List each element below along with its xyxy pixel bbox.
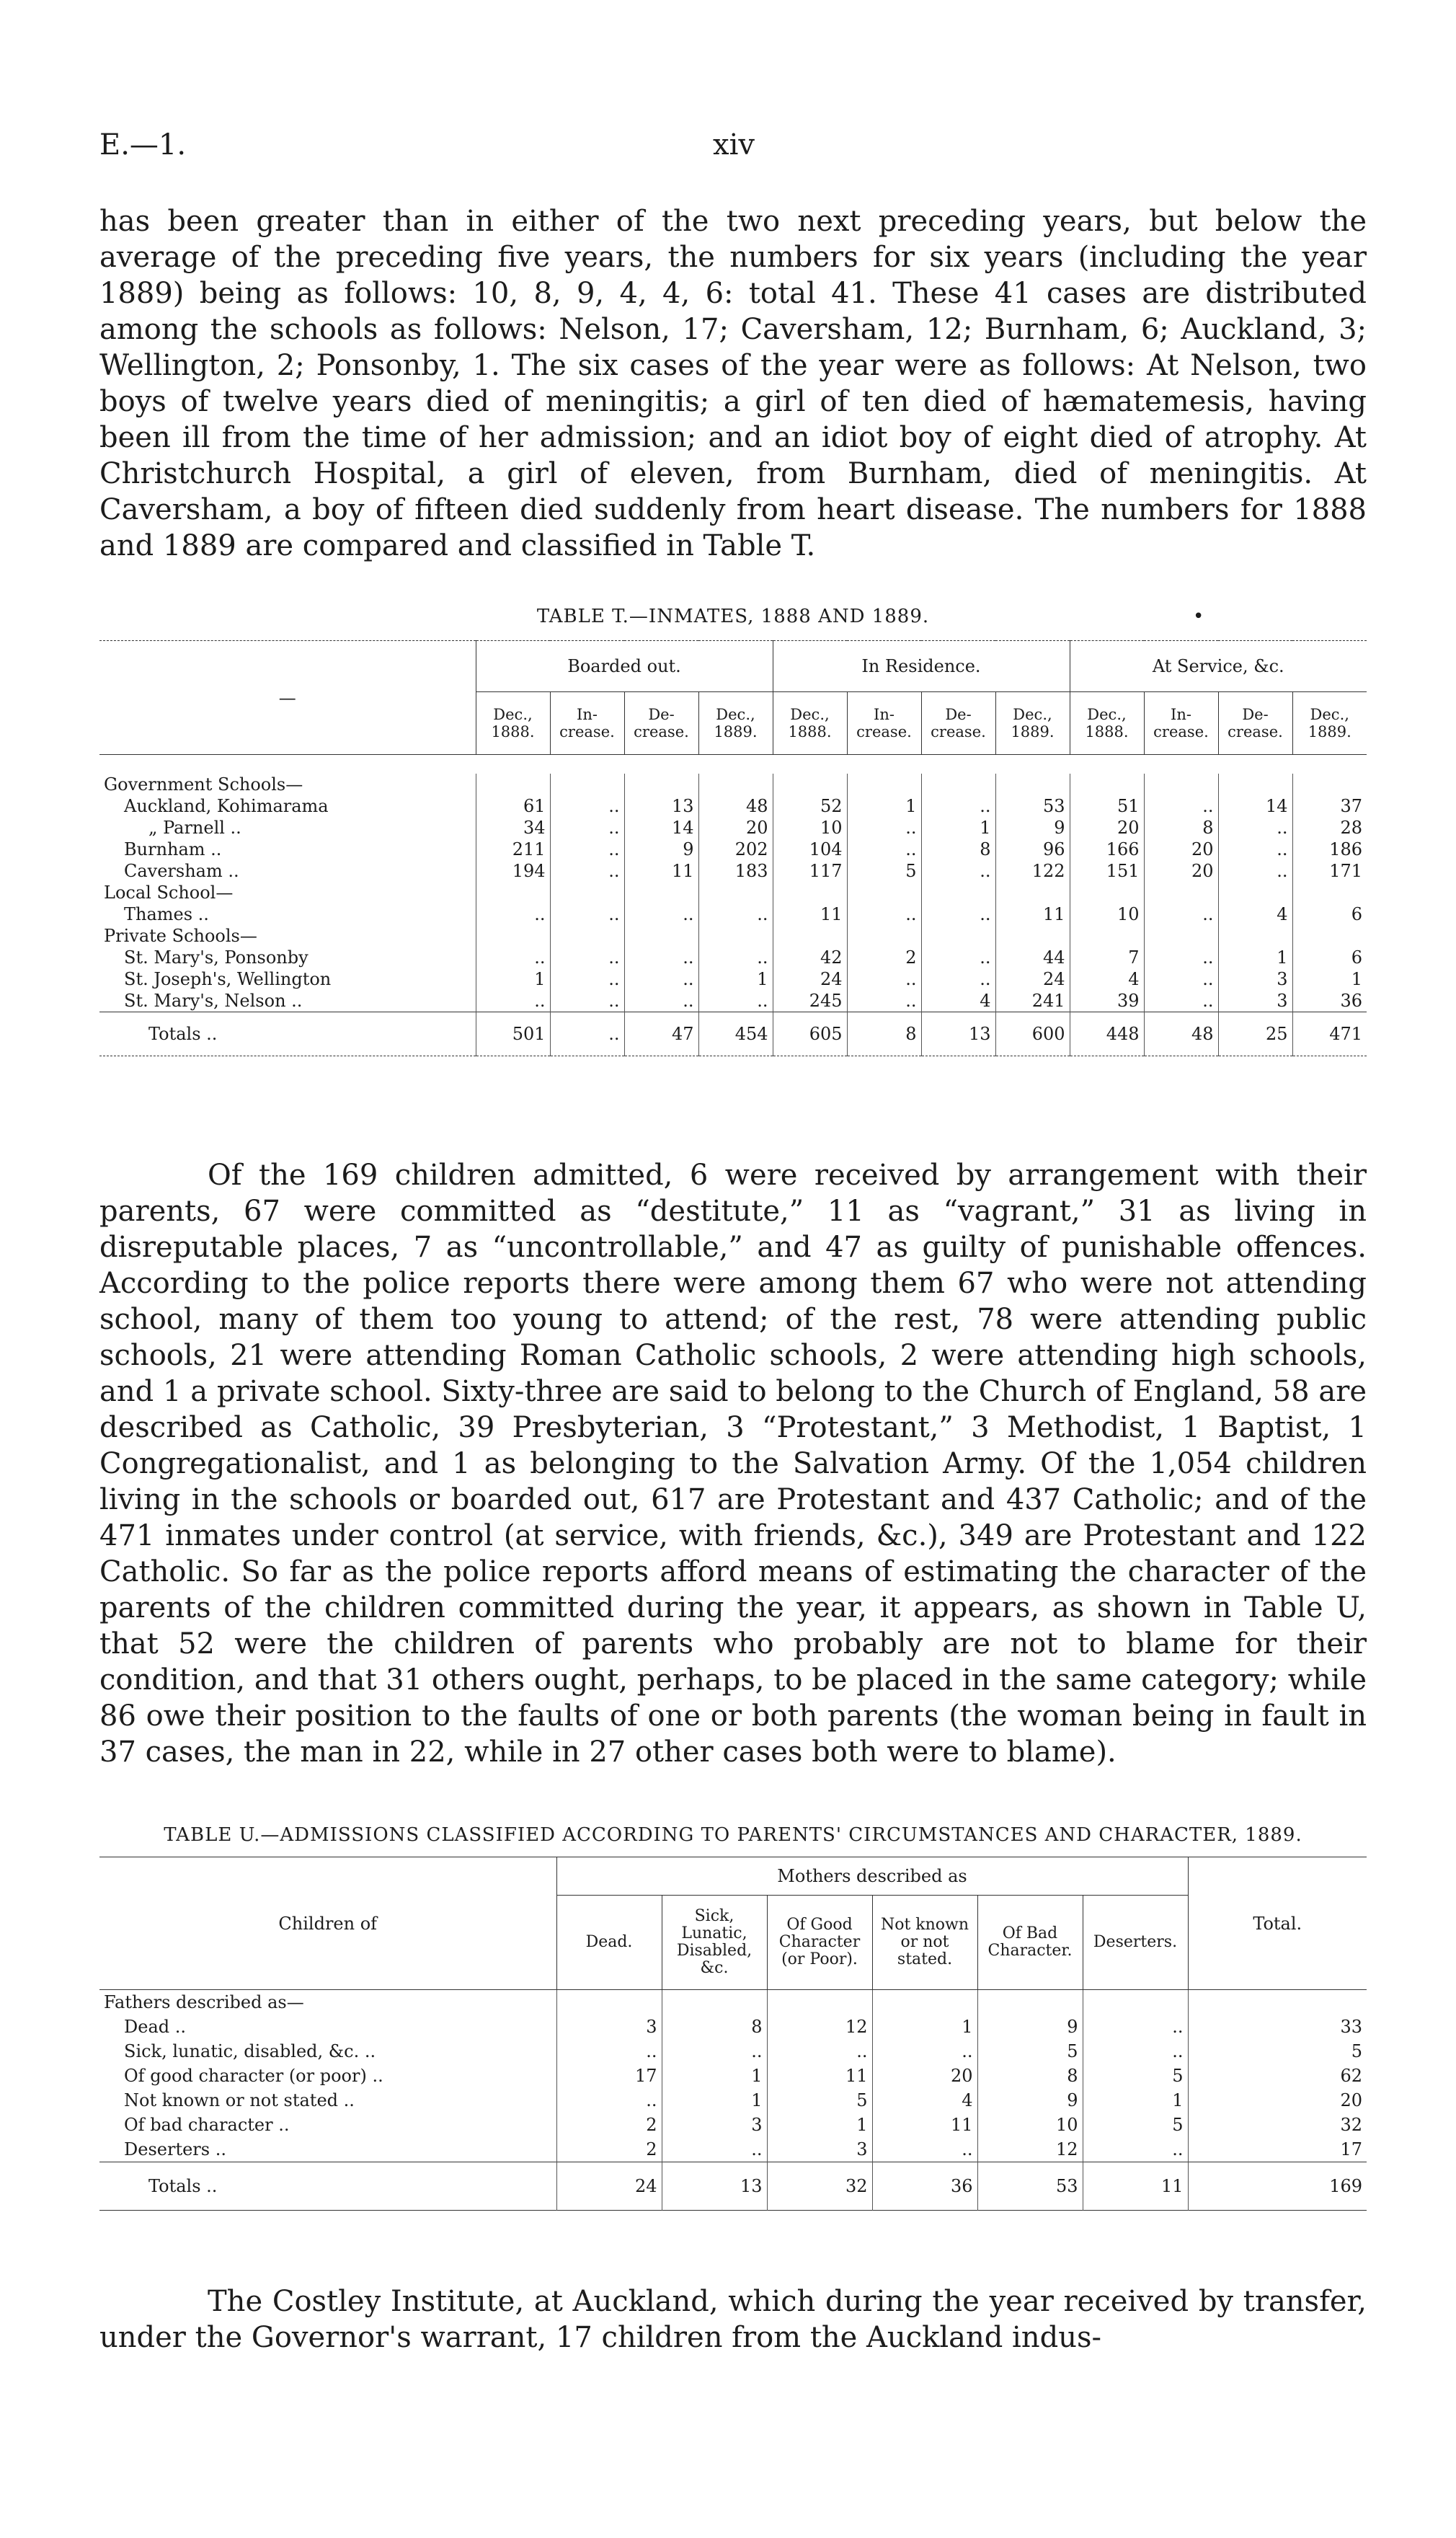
empty-cell — [921, 925, 995, 947]
table-cell: 61 — [476, 795, 550, 817]
table-cell: .. — [1083, 2137, 1188, 2162]
table-cell: 5 — [1188, 2039, 1367, 2064]
empty-cell — [1218, 882, 1292, 903]
table-cell: 9 — [624, 839, 698, 860]
table-cell: 44 — [995, 947, 1070, 968]
table-cell: .. — [921, 860, 995, 882]
table-cell: 5 — [977, 2039, 1083, 2064]
table-cell: 5 — [767, 2088, 872, 2113]
table-cell: 5 — [847, 860, 921, 882]
table-cell: .. — [550, 860, 624, 882]
table-cell: 11 — [767, 2064, 872, 2088]
table-cell: .. — [1218, 860, 1292, 882]
table-row — [99, 795, 1367, 817]
total-cell: 47 — [624, 1012, 698, 1056]
table-cell: 211 — [476, 839, 550, 860]
empty-cell — [698, 882, 773, 903]
empty-cell — [662, 1990, 767, 2015]
table-cell: 28 — [1292, 817, 1367, 839]
table-cell: .. — [872, 2039, 977, 2064]
table-cell: 7 — [1070, 947, 1144, 968]
tableU-column-header: Of Bad Character. — [977, 1896, 1083, 1990]
table-cell: .. — [1218, 839, 1292, 860]
table-cell: .. — [1144, 903, 1218, 925]
empty-cell — [1292, 882, 1367, 903]
empty-cell — [1144, 774, 1218, 795]
table-u-caption: TABLE U.—ADMISSIONS CLASSIFIED ACCORDING TO PARENTS' CIRCUMSTANCES AND CHARACTER, 1889. — [164, 1824, 1302, 1846]
empty-cell — [977, 1990, 1083, 2015]
page-number: xiv — [713, 128, 755, 162]
totals-label: Totals .. — [99, 2162, 556, 2211]
tableT-column-header: Dec., 1889. — [1292, 692, 1367, 755]
table-cell: 20 — [1188, 2088, 1367, 2113]
table-cell: 8 — [977, 2064, 1083, 2088]
empty-cell — [773, 774, 847, 795]
table-cell: 1 — [1218, 947, 1292, 968]
tableT-column-header: De-crease. — [624, 692, 698, 755]
row-label: Local School— — [104, 883, 234, 903]
empty-cell — [624, 882, 698, 903]
table-cell: 33 — [1188, 2015, 1367, 2039]
table-row — [99, 839, 1367, 860]
row-label: Caversham .. — [124, 861, 239, 881]
table-cell: 39 — [1070, 990, 1144, 1012]
table-cell: .. — [550, 947, 624, 968]
table-cell: 9 — [995, 817, 1070, 839]
empty-cell — [624, 774, 698, 795]
table-cell: 1 — [662, 2064, 767, 2088]
table-cell: 8 — [1144, 817, 1218, 839]
tableU-column-header: Sick, Lunatic, Disabled, &c. — [662, 1896, 767, 1990]
empty-cell — [1188, 1990, 1367, 2015]
document-reference: E.—1. — [99, 128, 187, 162]
table-u-group-header: Mothers described as — [556, 1857, 1188, 1896]
table-cell: 245 — [773, 990, 847, 1012]
table-cell: .. — [921, 947, 995, 968]
row-label: St. Mary's, Ponsonby — [124, 947, 308, 968]
table-cell: 202 — [698, 839, 773, 860]
table-cell: 5 — [1083, 2113, 1188, 2137]
empty-cell — [1292, 774, 1367, 795]
row-label: Of good character (or poor) .. — [124, 2066, 383, 2086]
table-row — [99, 1990, 1367, 2015]
table-cell: 20 — [698, 817, 773, 839]
table-cell: .. — [847, 968, 921, 990]
table-cell: 186 — [1292, 839, 1367, 860]
row-label: Not known or not stated .. — [124, 2090, 355, 2110]
table-cell: 20 — [1144, 839, 1218, 860]
table-cell: 13 — [624, 795, 698, 817]
page-header — [99, 128, 1368, 172]
table-row — [99, 903, 1367, 925]
empty-cell — [1144, 925, 1218, 947]
empty-cell — [550, 882, 624, 903]
empty-cell — [550, 925, 624, 947]
total-cell: 169 — [1188, 2162, 1367, 2211]
table-row — [99, 2015, 1367, 2039]
tableT-column-header: De-crease. — [1218, 692, 1292, 755]
table-cell: .. — [1218, 817, 1292, 839]
paragraph-admissions: Of the 169 children admitted, 6 were received by arrangement with their parents, 67 were committed as “destitute,” 11 as “vagrant,” 31 as living in disreputable places, 7 as “uncontrollable,” and 47 as guilty of punishable offences. According to the police reports there were among them 67 who were not attending school, many of them too young to attend; of the rest, 78 were attending public schools, 21 were attending Roman Catholic schools, 2 were attending high schools, and 1 a private school. Sixty-three are said to belong to the Church of England, 58 are described as Catholic, 39 Presbyterian, 3 “Protestant,” 3 Methodist, 1 Baptist, 1 Congregationalist, and 1 as belonging to the Salvation Army. Of the 1,054 children living in the schools or boarded out, 617 are Protestant and 437 Catholic; and of the 471 inmates under control (at service, with friends, &c.), 349 are Protestant and 122 Catholic. So far as the police reports afford means of estimating the character of the parents of the children committed during the year, it appears, as shown in Table U, that 52 were the children of parents who probably are not to blame for their condition, and that 31 others ought, perhaps, to be placed in the same category; while 86 owe their position to the faults of one or both parents (the woman being in fault in 37 cases, the man in 22, while in 27 other cases both were to blame). — [99, 1159, 1367, 1769]
empty-cell — [1070, 774, 1144, 795]
table-t-group-header: In Residence. — [773, 641, 1070, 692]
table-row — [99, 925, 1367, 947]
row-label: Thames .. — [124, 904, 209, 924]
total-cell: 471 — [1292, 1012, 1367, 1056]
table-u-stub-header: Children of — [99, 1857, 556, 1990]
table-cell: .. — [1083, 2039, 1188, 2064]
table-cell: 52 — [773, 795, 847, 817]
tableT-column-header: Dec., 1889. — [995, 692, 1070, 755]
total-cell: 25 — [1218, 1012, 1292, 1056]
table-cell: .. — [847, 817, 921, 839]
table-cell: 6 — [1292, 947, 1367, 968]
table-cell: 17 — [556, 2064, 662, 2088]
row-label: Auckland, Kohimarama — [124, 796, 329, 816]
table-cell: 24 — [773, 968, 847, 990]
total-cell: 605 — [773, 1012, 847, 1056]
row-label: Burnham .. — [124, 839, 222, 859]
total-cell: 48 — [1144, 1012, 1218, 1056]
table-cell: 1 — [698, 968, 773, 990]
table-row — [99, 860, 1367, 882]
row-label: St. Joseph's, Wellington — [124, 969, 332, 989]
totals-row — [99, 2162, 1367, 2211]
table-cell: 5 — [1083, 2064, 1188, 2088]
total-cell: 600 — [995, 1012, 1070, 1056]
table-cell: 34 — [476, 817, 550, 839]
total-cell: 53 — [977, 2162, 1083, 2211]
table-cell: 2 — [556, 2137, 662, 2162]
total-cell: 8 — [847, 1012, 921, 1056]
table-cell: 4 — [1218, 903, 1292, 925]
table-cell: 14 — [624, 817, 698, 839]
table-cell: 1 — [1083, 2088, 1188, 2113]
table-cell: 51 — [1070, 795, 1144, 817]
table-cell: 1 — [476, 968, 550, 990]
table-cell: 3 — [1218, 990, 1292, 1012]
table-cell: 11 — [872, 2113, 977, 2137]
table-cell: 104 — [773, 839, 847, 860]
empty-cell — [1292, 925, 1367, 947]
table-cell: .. — [476, 990, 550, 1012]
empty-cell — [1144, 882, 1218, 903]
empty-cell — [1070, 882, 1144, 903]
total-cell: 36 — [872, 2162, 977, 2211]
table-cell: .. — [550, 903, 624, 925]
table-cell: .. — [698, 990, 773, 1012]
tableT-column-header: In-crease. — [1144, 692, 1218, 755]
tableT-column-header: Dec., 1888. — [773, 692, 847, 755]
table-t-caption: TABLE T.—INMATES, 1888 AND 1889. — [536, 606, 930, 627]
table-cell: .. — [624, 903, 698, 925]
totals-row — [99, 1012, 1367, 1056]
table-row — [99, 882, 1367, 903]
margin-mark: • — [1193, 606, 1204, 627]
empty-cell — [556, 1990, 662, 2015]
table-cell: 10 — [773, 817, 847, 839]
table-cell: 14 — [1218, 795, 1292, 817]
empty-cell — [476, 774, 550, 795]
empty-cell — [550, 774, 624, 795]
table-cell: .. — [550, 990, 624, 1012]
table-row — [99, 990, 1367, 1012]
table-cell: .. — [698, 947, 773, 968]
table-cell: 4 — [921, 990, 995, 1012]
table-cell: 10 — [1070, 903, 1144, 925]
table-cell: .. — [556, 2088, 662, 2113]
table-cell: .. — [624, 947, 698, 968]
table-cell: 17 — [1188, 2137, 1367, 2162]
table-cell: .. — [550, 795, 624, 817]
table-cell: 10 — [977, 2113, 1083, 2137]
table-cell: 1 — [1292, 968, 1367, 990]
table-cell: 96 — [995, 839, 1070, 860]
table-cell: .. — [847, 839, 921, 860]
table-cell: 37 — [1292, 795, 1367, 817]
empty-cell — [698, 774, 773, 795]
table-t — [99, 640, 1367, 1056]
table-cell: .. — [921, 795, 995, 817]
empty-cell — [847, 774, 921, 795]
table-t-group-header: Boarded out. — [476, 641, 773, 692]
table-row — [99, 2064, 1367, 2088]
table-cell: 1 — [767, 2113, 872, 2137]
row-label: Government Schools— — [104, 774, 303, 795]
table-cell: .. — [476, 947, 550, 968]
total-cell: 13 — [662, 2162, 767, 2211]
table-cell: .. — [624, 990, 698, 1012]
total-cell: 13 — [921, 1012, 995, 1056]
table-cell: 6 — [1292, 903, 1367, 925]
row-label: Deserters .. — [124, 2139, 226, 2159]
table-cell: 4 — [1070, 968, 1144, 990]
table-cell: .. — [662, 2137, 767, 2162]
row-label: Of bad character .. — [124, 2115, 290, 2135]
table-cell: 1 — [921, 817, 995, 839]
table-cell: 194 — [476, 860, 550, 882]
empty-cell — [773, 882, 847, 903]
table-cell: 1 — [847, 795, 921, 817]
tableU-column-header: Deserters. — [1083, 1896, 1188, 1990]
paragraph-costley: The Costley Institute, at Auckland, which during the year received by transfer, under the Governor's warrant, 17 children from the Auckland indus- — [99, 2285, 1367, 2354]
table-cell: 11 — [995, 903, 1070, 925]
table-u — [99, 1857, 1367, 2211]
table-cell: .. — [1144, 795, 1218, 817]
empty-cell — [921, 774, 995, 795]
table-cell: 241 — [995, 990, 1070, 1012]
tableU-column-header: Not known or not stated. — [872, 1896, 977, 1990]
tableT-column-header: Dec., 1889. — [698, 692, 773, 755]
empty-cell — [1218, 774, 1292, 795]
table-cell: .. — [698, 903, 773, 925]
table-row — [99, 817, 1367, 839]
table-cell: 183 — [698, 860, 773, 882]
table-u-total-header: Total. — [1188, 1857, 1367, 1990]
empty-cell — [1070, 925, 1144, 947]
empty-cell — [476, 882, 550, 903]
row-label: St. Mary's, Nelson .. — [124, 991, 303, 1011]
empty-cell — [872, 1990, 977, 2015]
total-cell: .. — [550, 1012, 624, 1056]
table-cell: .. — [921, 968, 995, 990]
tableT-column-header: Dec., 1888. — [1070, 692, 1144, 755]
table-row — [99, 2088, 1367, 2113]
empty-cell — [847, 925, 921, 947]
table-cell: 48 — [698, 795, 773, 817]
table-cell: 9 — [977, 2015, 1083, 2039]
table-cell: .. — [872, 2137, 977, 2162]
empty-cell — [476, 925, 550, 947]
table-t-group-header: At Service, &c. — [1070, 641, 1367, 692]
tableT-column-header: In-crease. — [550, 692, 624, 755]
table-cell: 8 — [921, 839, 995, 860]
total-cell: 32 — [767, 2162, 872, 2211]
table-row — [99, 2039, 1367, 2064]
total-cell: 454 — [698, 1012, 773, 1056]
tableU-column-header: Dead. — [556, 1896, 662, 1990]
table-cell: 1 — [872, 2015, 977, 2039]
table-cell: 2 — [847, 947, 921, 968]
total-cell: 448 — [1070, 1012, 1144, 1056]
table-cell: 20 — [1144, 860, 1218, 882]
total-cell: 11 — [1083, 2162, 1188, 2211]
table-cell: 117 — [773, 860, 847, 882]
tableT-column-header: Dec., 1888. — [476, 692, 550, 755]
empty-cell — [773, 925, 847, 947]
table-cell: .. — [662, 2039, 767, 2064]
table-cell: 122 — [995, 860, 1070, 882]
empty-cell — [698, 925, 773, 947]
table-cell: 3 — [1218, 968, 1292, 990]
table-cell: 1 — [662, 2088, 767, 2113]
row-label: „ Parnell .. — [148, 818, 241, 838]
row-label: Sick, lunatic, disabled, &c. .. — [124, 2041, 376, 2061]
total-cell: 501 — [476, 1012, 550, 1056]
table-cell: 171 — [1292, 860, 1367, 882]
empty-cell — [995, 925, 1070, 947]
table-cell: 3 — [662, 2113, 767, 2137]
table-cell: .. — [550, 817, 624, 839]
empty-cell — [995, 774, 1070, 795]
table-cell: 8 — [662, 2015, 767, 2039]
tableT-column-header: In-crease. — [847, 692, 921, 755]
row-label: Private Schools— — [104, 926, 257, 946]
table-cell: .. — [550, 839, 624, 860]
table-cell: 2 — [556, 2113, 662, 2137]
table-cell: .. — [476, 903, 550, 925]
table-cell: 3 — [556, 2015, 662, 2039]
table-cell: 12 — [977, 2137, 1083, 2162]
table-cell: 20 — [1070, 817, 1144, 839]
empty-cell — [1218, 925, 1292, 947]
table-cell: 53 — [995, 795, 1070, 817]
empty-cell — [847, 882, 921, 903]
table-cell: 166 — [1070, 839, 1144, 860]
row-label: Dead .. — [124, 2017, 187, 2037]
table-cell: 20 — [872, 2064, 977, 2088]
tableU-column-header: Of Good Character (or Poor). — [767, 1896, 872, 1990]
table-cell: .. — [1144, 990, 1218, 1012]
table-cell: .. — [624, 968, 698, 990]
empty-cell — [995, 882, 1070, 903]
empty-cell — [921, 882, 995, 903]
table-cell: 36 — [1292, 990, 1367, 1012]
table-cell: 62 — [1188, 2064, 1367, 2088]
table-cell: .. — [1144, 968, 1218, 990]
table-cell: .. — [1144, 947, 1218, 968]
table-cell: .. — [921, 903, 995, 925]
table-row — [99, 2137, 1367, 2162]
table-cell: 4 — [872, 2088, 977, 2113]
empty-cell — [1083, 1990, 1188, 2015]
table-cell: .. — [1083, 2015, 1188, 2039]
table-cell: 12 — [767, 2015, 872, 2039]
table-cell: .. — [847, 990, 921, 1012]
table-cell: 11 — [773, 903, 847, 925]
table-cell: .. — [847, 903, 921, 925]
table-cell: 9 — [977, 2088, 1083, 2113]
table-row — [99, 968, 1367, 990]
table-row — [99, 2113, 1367, 2137]
paragraph-mortality: has been greater than in either of the two next preceding years, but below the average of the preceding five years, the numbers for six years (including the year 1889) being as follows: 10, 8, 9, 4, 4, 6: total 41. These 41 cases are distributed among the schools as follows: Nelson, 17; Caversham, 12; Burnham, 6; Auckland, 3; Wellington, 2; Ponsonby, 1. The six cases of the year were as follows: At Nelson, two boys of twelve years died of meningitis; a girl of ten died of hæmatemesis, having been ill from the time of her admission; and an idiot boy of eight died of atrophy. At Christchurch Hospital, a girl of eleven, from Burnham, died of meningitis. At Caversham, a boy of fifteen died suddenly from heart disease. The numbers for 1888 and 1889 are compared and classified in Table T. — [99, 205, 1367, 562]
table-row — [99, 774, 1367, 795]
total-cell: 24 — [556, 2162, 662, 2211]
table-cell: .. — [556, 2039, 662, 2064]
totals-label: Totals .. — [99, 1012, 476, 1056]
table-t-stub-header: — — [99, 641, 476, 755]
table-cell: 24 — [995, 968, 1070, 990]
table-cell: 32 — [1188, 2113, 1367, 2137]
empty-cell — [767, 1990, 872, 2015]
empty-cell — [624, 925, 698, 947]
table-cell: 151 — [1070, 860, 1144, 882]
row-label: Fathers described as— — [104, 1992, 304, 2012]
table-cell: 42 — [773, 947, 847, 968]
table-row — [99, 947, 1367, 968]
table-cell: 3 — [767, 2137, 872, 2162]
table-cell: .. — [767, 2039, 872, 2064]
tableT-column-header: De-crease. — [921, 692, 995, 755]
table-cell: 11 — [624, 860, 698, 882]
table-cell: .. — [550, 968, 624, 990]
